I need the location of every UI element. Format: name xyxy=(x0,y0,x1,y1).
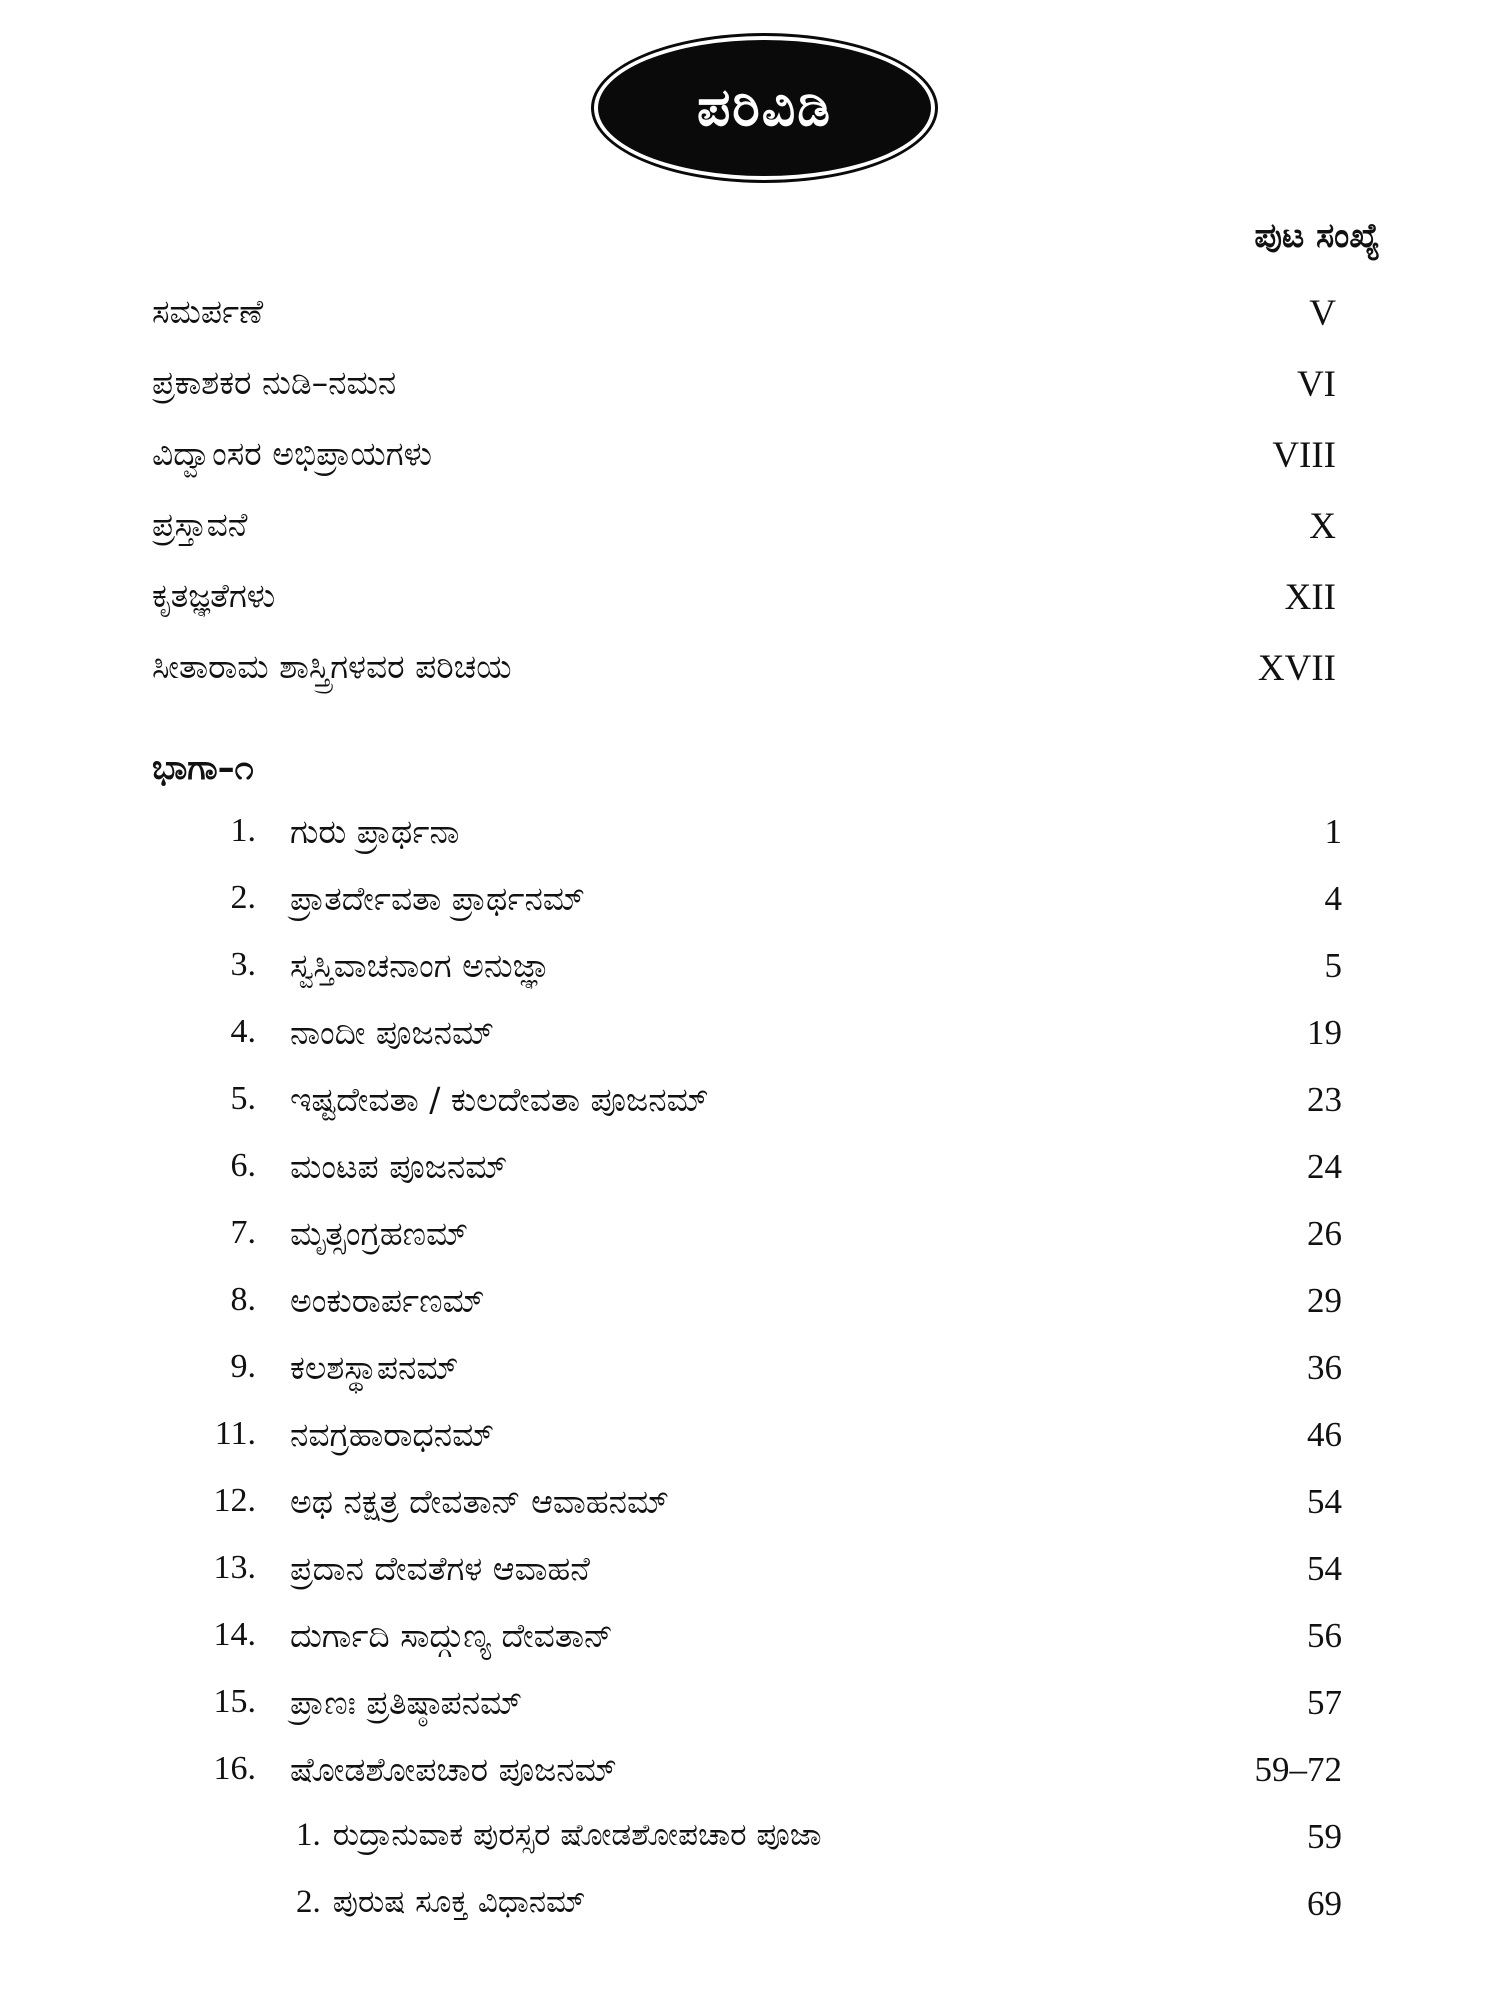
toc-page: 19 xyxy=(1307,1013,1342,1052)
page-title: ಪರಿವಿಡಿ xyxy=(696,77,833,138)
toc-page: 57 xyxy=(1307,1683,1342,1722)
toc-number: 9. xyxy=(230,1348,256,1385)
toc-page: 54 xyxy=(1307,1482,1342,1521)
toc-label: ನಾಂದೀ ಪೂಜನಮ್ xyxy=(290,1013,495,1052)
front-matter-label: ವಿದ್ವಾಂಸರ ಅಭಿಪ್ರಾಯಗಳು xyxy=(152,434,433,473)
toc-sub-number: 1. xyxy=(296,1817,321,1853)
toc-label: ಸ್ವಸ್ತಿವಾಚನಾಂಗ ಅನುಜ್ಞಾ xyxy=(290,946,552,985)
toc-label: ಅಂಕುರಾರ್ಪಣಮ್ xyxy=(290,1281,485,1320)
toc-number: 8. xyxy=(230,1281,256,1318)
toc-number: 12. xyxy=(213,1482,256,1519)
toc-number: 5. xyxy=(230,1080,256,1117)
toc-page: 23 xyxy=(1307,1080,1342,1119)
toc-sub-label xyxy=(296,1817,1196,1854)
toc-label: ಕಲಶಸ್ಥಾಪನಮ್ xyxy=(290,1348,459,1387)
front-matter-page: VIII xyxy=(1272,435,1336,476)
toc-page: 1 xyxy=(1324,812,1342,851)
page-number-column-heading: ಪುಟ ಸಂಖ್ಯೆ xyxy=(1254,216,1380,256)
toc-page: 36 xyxy=(1307,1348,1342,1387)
toc-label: ಮೃತ್ಸಂಗ್ರಹಣಮ್ xyxy=(290,1214,469,1253)
toc-number: 14. xyxy=(213,1616,256,1653)
toc-sub-number: 2. xyxy=(296,1884,321,1920)
toc-number: 15. xyxy=(213,1683,256,1720)
front-matter-page: XII xyxy=(1284,577,1336,618)
title-badge xyxy=(598,40,931,176)
toc-page: 26 xyxy=(1307,1214,1342,1253)
toc-label: ಅಥ ನಕ್ಷತ್ರ ದೇವತಾನ್ ಆವಾಹನಮ್ xyxy=(290,1482,670,1521)
toc-label: ದುರ್ಗಾದಿ ಸಾದ್ಗುಣ್ಯ ದೇವತಾನ್ xyxy=(290,1616,614,1655)
toc-page: 59–72 xyxy=(1254,1750,1342,1789)
toc-page: 56 xyxy=(1307,1616,1342,1655)
toc-sub-text: ಪುರುಷ ಸೂಕ್ತ ವಿಧಾನಮ್ xyxy=(332,1884,586,1920)
toc-label: ನವಗ್ರಹಾರಾಧನಮ್ xyxy=(290,1415,495,1454)
toc-page: 29 xyxy=(1307,1281,1342,1320)
toc-sub-page: 69 xyxy=(1307,1884,1342,1923)
front-matter-page: VI xyxy=(1296,364,1336,405)
toc-label: ಪ್ರಾಣಃ ಪ್ರತಿಷ್ಠಾಪನಮ್ xyxy=(290,1683,523,1722)
toc-number: 2. xyxy=(230,879,256,916)
front-matter-label: ಪ್ರಸ್ತಾವನೆ xyxy=(152,505,248,544)
front-matter-label: ಸಮರ್ಪಣೆ xyxy=(152,292,264,331)
front-matter-page: X xyxy=(1309,506,1336,547)
toc-number: 11. xyxy=(214,1415,256,1452)
toc-page: 4 xyxy=(1324,879,1342,918)
toc-number: 13. xyxy=(213,1549,256,1586)
toc-label: ಗುರು ಪ್ರಾರ್ಥನಾ xyxy=(290,812,460,851)
toc-label: ಷೋಡಶೋಪಚಾರ ಪೂಜನಮ್ xyxy=(290,1750,617,1789)
toc-label: ಇಷ್ಟದೇವತಾ / ಕುಲದೇವತಾ ಪೂಜನಮ್ xyxy=(290,1080,709,1119)
toc-page: 54 xyxy=(1307,1549,1342,1588)
toc-number: 16. xyxy=(213,1750,256,1787)
toc-page: 5 xyxy=(1324,946,1342,985)
front-matter-label: ಕೃತಜ್ಞತೆಗಳು xyxy=(152,576,276,615)
toc-label: ಪ್ರದಾನ ದೇವತೆಗಳ ಆವಾಹನೆ xyxy=(290,1549,590,1588)
front-matter-page: V xyxy=(1309,293,1336,334)
toc-number: 1. xyxy=(230,812,256,849)
toc-sub-text: ರುದ್ರಾನುವಾಕ ಪುರಸ್ಸರ ಷೋಡಶೋಪಚಾರ ಪೂಜಾ xyxy=(332,1817,822,1853)
front-matter-label: ಪ್ರಕಾಶಕರ ನುಡಿ–ನಮನ xyxy=(152,363,397,402)
toc-page: 24 xyxy=(1307,1147,1342,1186)
toc-label: ಮಂಟಪ ಪೂಜನಮ್ xyxy=(290,1147,508,1186)
toc-page: 46 xyxy=(1307,1415,1342,1454)
toc-sub-label xyxy=(296,1884,1196,1921)
part-heading: ಭಾಗಾ–೧ xyxy=(152,748,254,788)
toc-number: 7. xyxy=(230,1214,256,1251)
front-matter-page: XVII xyxy=(1257,648,1336,689)
front-matter-label: ಸೀತಾರಾಮ ಶಾಸ್ತ್ರಿಗಳವರ ಪರಿಚಯ xyxy=(152,647,512,686)
toc-number: 4. xyxy=(230,1013,256,1050)
toc-sub-page: 59 xyxy=(1307,1817,1342,1856)
toc-label: ಪ್ರಾತರ್ದೇವತಾ ಪ್ರಾರ್ಥನಮ್ xyxy=(290,879,585,918)
toc-number: 3. xyxy=(230,946,256,983)
toc-number: 6. xyxy=(230,1147,256,1184)
